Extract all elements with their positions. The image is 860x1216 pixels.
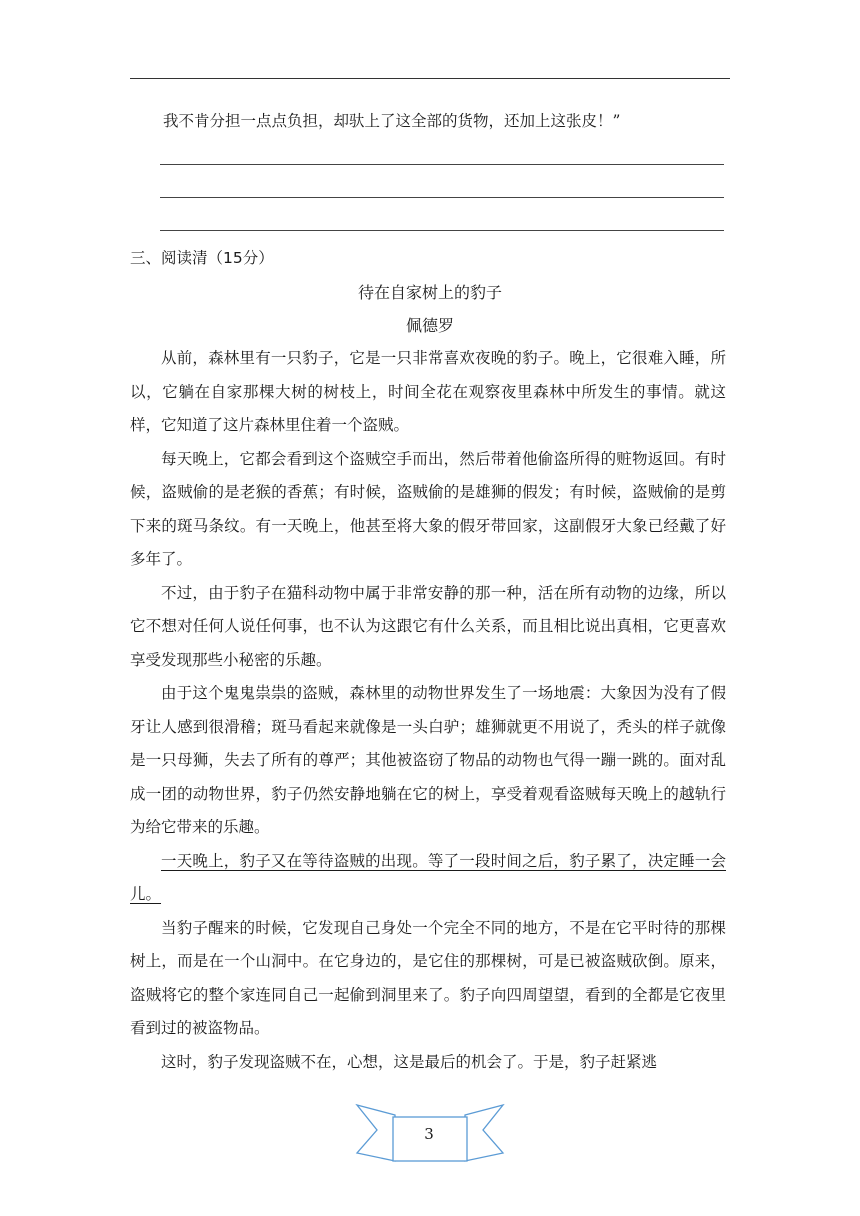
article-author: 佩德罗 xyxy=(405,316,454,335)
question-text-line: 我不肯分担一点点负担，却驮上了这全部的货物，还加上这张皮！” xyxy=(163,112,621,130)
paragraph-5-underlined: 一天晚上，豹子又在等待盗贼的出现。等了一段时间之后，豹子累了，决定睡一会儿。 xyxy=(130,851,726,903)
paragraph-4: 由于这个鬼鬼祟祟的盗贼，森林里的动物世界发生了一场地震：大象因为没有了假牙让人感到很滑稽；斑马看起来就像是一头白驴；雄狮就更不用说了，秃头的样子就像是一只母狮，失去了所有的尊严；其他被盗窃了物品的动物也气得一蹦一跳的。面对乱成一团的动物世界，豹子仍然安静地躺在它的树上，享受着观看盗贼每天晚上的越轨行为给它带来的乐趣。 xyxy=(130,684,726,836)
page-number: 3 xyxy=(424,1125,434,1143)
paragraph-2: 每天晚上，它都会看到这个盗贼空手而出，然后带着他偷盗所得的赃物返回。有时候，盗贼偷的是老猴的香蕉；有时候，盗贼偷的是雄狮的假发；有时候，盗贼偷的是剪下来的斑马条纹。有一天晚上，他甚至将大象的假牙带回家，这副假牙大象已经戴了好多年了。 xyxy=(130,449,726,568)
ribbon-left-tail xyxy=(357,1105,395,1161)
paragraph-1: 从前，森林里有一只豹子，它是一只非常喜欢夜晚的豹子。晚上，它很难入睡，所以，它躺在自家那棵大树的树枝上，时间全花在观察夜里森林中所发生的事情。就这样，它知道了这片森林里住着一个盗贼。 xyxy=(130,349,726,434)
ribbon-right-tail xyxy=(465,1105,503,1161)
answer-line-3[interactable] xyxy=(160,230,724,231)
paragraph-7: 这时，豹子发现盗贼不在，心想，这是最后的机会了。于是，豹子赶紧逃 xyxy=(161,1052,658,1071)
answer-line-2[interactable] xyxy=(160,197,724,198)
article-body xyxy=(130,342,726,1079)
header-rule xyxy=(130,78,730,79)
answer-line-1[interactable] xyxy=(160,164,724,165)
paragraph-6: 当豹子醒来的时候，它发现自己身处一个完全不同的地方，不是在它平时待的那棵树上，而是在一个山洞中。在它身边的，是它住的那棵树，可是已被盗贼砍倒。原来，盗贼将它的整个家连同自己一起偷到洞里来了。豹子向四周望望，看到的全都是它夜里看到过的被盗物品。 xyxy=(130,918,726,1037)
article-title: 待在自家树上的豹子 xyxy=(357,283,502,302)
paragraph-3: 不过，由于豹子在猫科动物中属于非常安静的那一种，活在所有动物的边缘，所以它不想对任何人说任何事，也不认为这跟它有什么关系，而且相比说出真相，它更喜欢享受发现那些小秘密的乐趣。 xyxy=(130,583,726,669)
section-title: 三、阅读清（15分） xyxy=(130,249,274,267)
